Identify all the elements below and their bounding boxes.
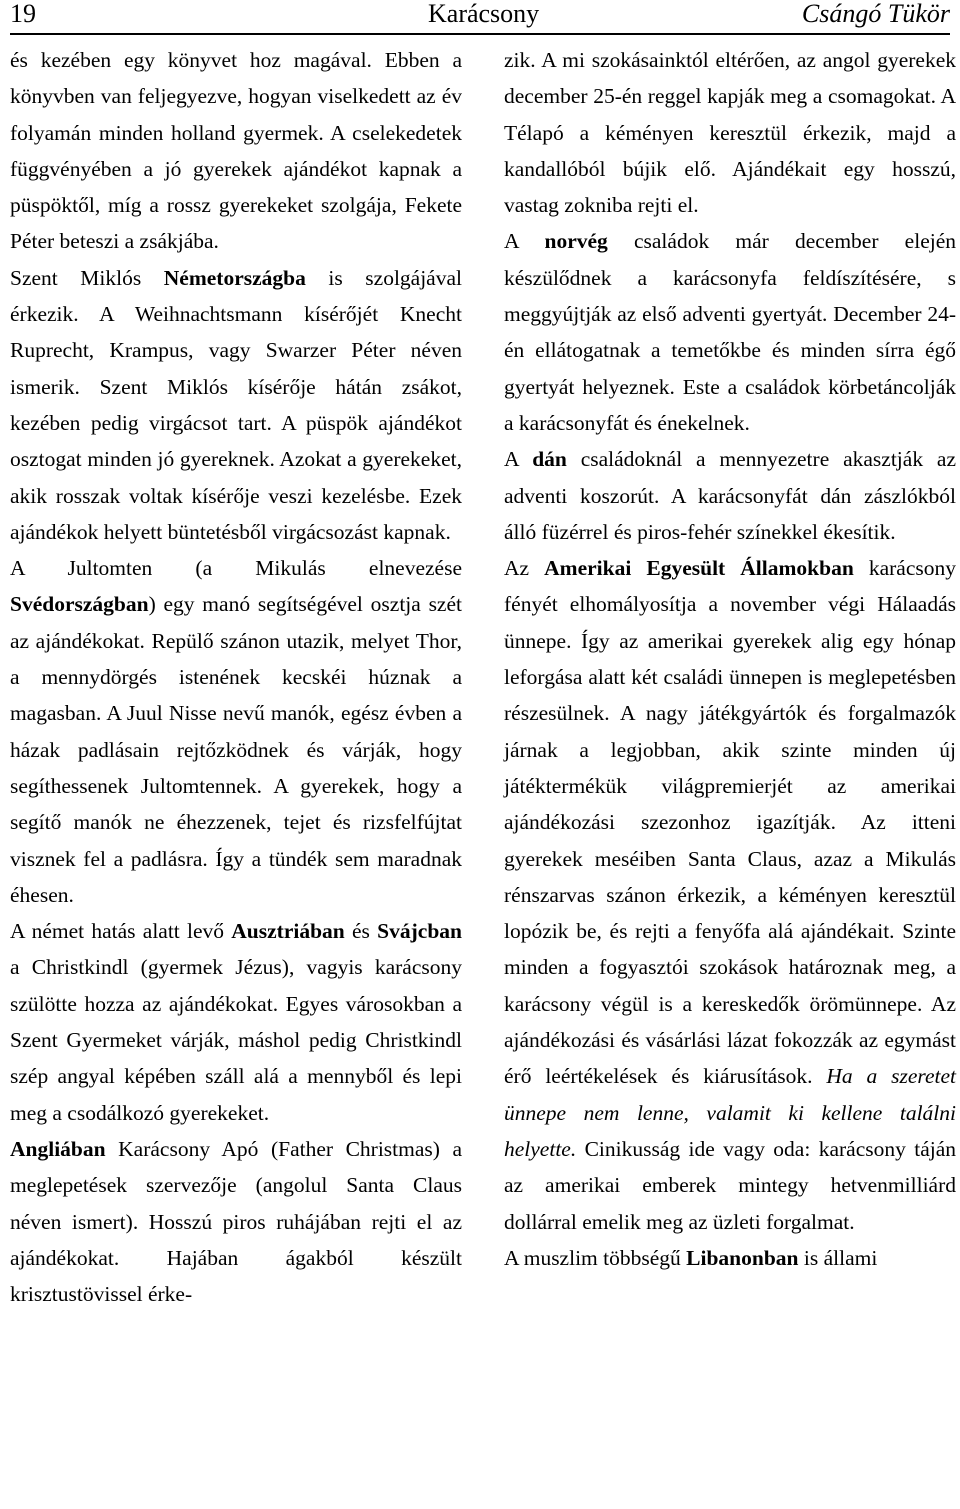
paragraph: Szent Miklós Németországba is szolgájával érkezik. A Weihnachtsmann kísérőjét Knecht Ruprecht, Krampus, vagy Swarzer Péter néven ismerik. Szent Miklós kísérője hátán zsákot, kezében pedig virgácsot tart. A püspök ajándékot osztogat minden jó gyereknek. Azokat a gyerekeket, akik rosszak voltak kísérője veszi kezelésbe. Ezek ajándékok helyett büntetésből virgácsozást kapnak. [10,265,462,544]
running-header [10,0,950,32]
right-column [504,42,956,1276]
left-column [10,42,462,1312]
paragraph: A német hatás alatt levő Ausztriában és Svájcban a Christkindl (gyermek Jézus), vagyis karácsony szülötte hozza az ajándékokat. Egyes városokban a Szent Gyermeket várják, máshol pedig Christkindl szép angyal képében száll alá a mennyből és lepi meg a csodálkozó gyerekeket. [10,919,462,1125]
paragraph: A Jultomten (a Mikulás elnevezése Svédországban) egy manó segítségével osztja szét az ajándékokat. Repülő szánon utazik, melyet Thor, a mennydörgés istenének kecskéi húznak a magasban. A Juul Nisse nevű manók, egész évben a házak padlásain rejtőzködnek és várják, hogy segíthessenek Jultomtennek. A gyerekek, hogy a segítő manók ne éhezzenek, tejet és rizsfelfújtat visznek fel a padlásra. Így a tündék sem maradnak éhesen. [10,556,462,907]
paragraph: A dán családoknál a mennyezetre akasztják az adventi koszorút. A karácsonyfát dán zászlókból álló füzérrel és piros-fehér színekkel ékesítik. [504,447,956,544]
page-number: 19 [10,0,36,28]
paragraph: zik. A mi szokásainktól eltérően, az angol gyerekek december 25-én reggel kapják meg a csomagokat. A Télapó a kéményen keresztül érkezik, majd a kandallóból bújik elő. Ajándékait egy hosszú, vastag zokniba rejti el. [504,48,956,218]
paragraph: A norvég családok már december elején készülődnek a karácsonyfa feldíszítésére, s meggyújtják az első adventi gyertyát. December 24-én ellátogatnak a temetőkbe és minden sírra égő gyertyát helyeznek. Este a családok körbetáncolják a karácsonyfát és énekelnek. [504,229,956,435]
magazine-title: Csángó Tükör [801,0,950,28]
header-rule [10,33,950,35]
paragraph: Az Amerikai Egyesült Államokban karácsony fényét elhomályosítja a november végi Hálaadás ünnepe. Így az amerikai gyerekek alig egy hónap leforgása alatt két családi ünnepen is meglepetésben részesülnek. A nagy játékgyártók és forgalmazók járnak a legjobban, akik szinte minden új játéktermékük világpremierjét az amerikai ajándékozási szezonhoz igazítják. Az itteni gyerekek meséiben Santa Claus, azaz a Mikulás rénszarvas szánon érkezik, a kéményen keresztül lopózik be, és rejti a fenyőfa alá ajándékait. Szinte minden a fogyasztói szokások határoznak meg, a karácsony végül is a kereskedők örömünnepe. Az ajándékozási és vásárlási lázat fokozzák az egymást érő leértékelések és kiárusítások. Ha a szeretet ünnepe nem lenne, valamit ki kellene találni helyette. Cinikusság ide vagy oda: karácsony táján az amerikai emberek mintegy hetvenmilliárd dollárral emelik meg az üzleti forgalmat. [504,556,956,1234]
paragraph: A muszlim többségű Libanonban is állami [504,1245,878,1270]
paragraph: és kezében egy könyvet hoz magával. Ebben a könyvben van feljegyezve, hogyan viselkedett az év folyamán minden holland gyermek. A cselekedetek függvényében a jó gyerekek ajándékot kapnak a püspöktől, míg a rossz gyerekeket szolgája, Fekete Péter beteszi a zsákjába. [10,48,462,254]
paragraph: Angliában Karácsony Apó (Father Christmas) a meglepetések szervezője (angolul Santa Claus néven ismert). Hosszú piros ruhájában rejti el az ajándékokat. Hajában ágakból készült krisztustövissel érke- [10,1136,462,1307]
section-title: Karácsony [428,0,540,28]
